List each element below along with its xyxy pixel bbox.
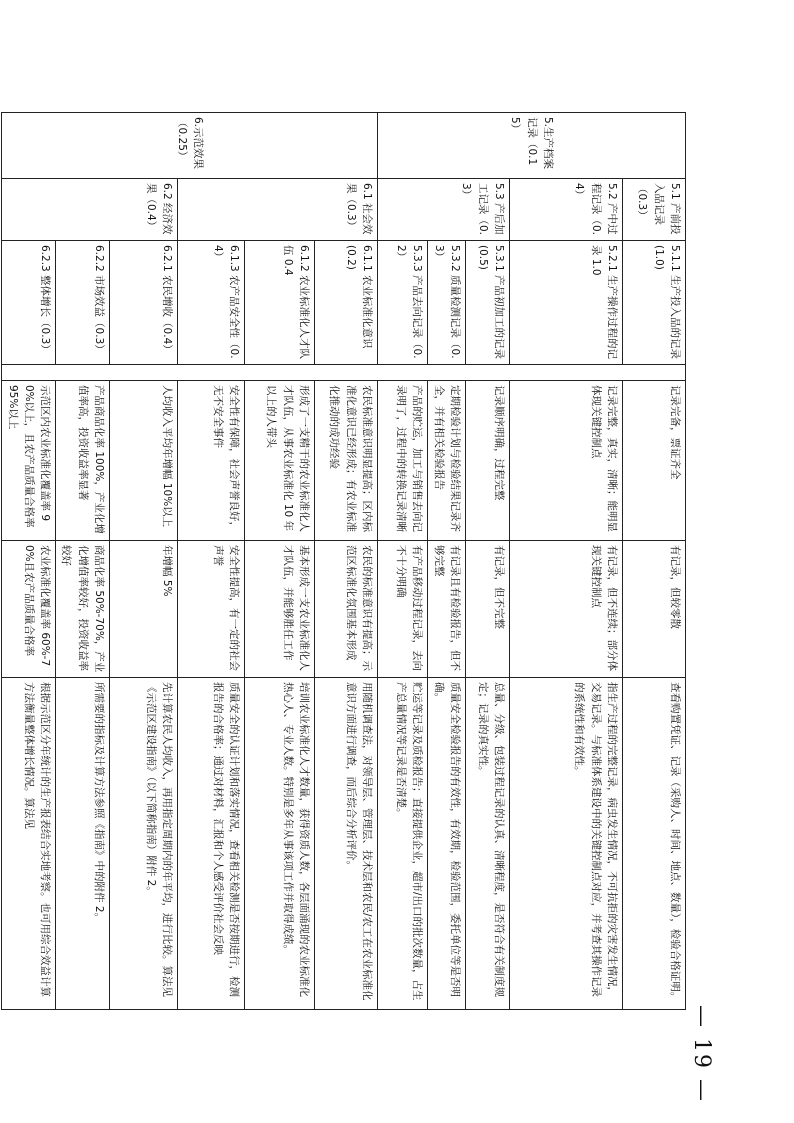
method-cell: 所需要的指标及计算方法参照《指南》中的附件 2。: [56, 678, 110, 1010]
category-cell: 5.生产档案记录（0.15）: [378, 113, 686, 179]
indicator-cell: 5.3.2 质量检测记录（0.3）: [428, 241, 466, 365]
method-cell: 总量、分级、包装过程记录的认真、清晰程度，是否符合有关制度规定；记录的真实性。: [466, 678, 510, 1010]
table-row: [378, 113, 428, 1010]
subcategory-cell: 5.2 产中过程记录（0.4）: [510, 179, 623, 241]
method-cell: 查看购置凭证、记录（采购人、时间、地点、数量），检验合格证明。: [623, 678, 686, 1010]
criterion-cell: 记录顺序明确，过程完整: [466, 381, 510, 541]
method-cell: 指生产过程的完整记录，病虫发生情况，不可抗拒的灾害发生情况，交易记录。与标准体系建设中的关键控制点对应，并考查其操作记录的系统性和有效性。: [510, 678, 623, 1010]
method-cell: 培训农业标准化人才数量，获得资质人数，各层面涌现的农业标准化热心人、专业人数。特别是多年从事该项工作并取得成绩。: [245, 678, 315, 1010]
criterion-cell: 产品的贮运，加工与销售去向记录明了，过程中的转换记录清晰: [378, 381, 428, 541]
indicator-cell: 5.1.1 生产投入品的记录(1.0): [623, 241, 686, 365]
criterion-cell: 安全性有保障，社会声誉良好，无不安全事件: [178, 381, 245, 541]
category-cell: 6.示范效果（0.25）: [2, 113, 378, 179]
criterion-cell: 形成了一支精干的农业标准化人才队伍，从事农业标准化 10 年以上的人带头: [245, 381, 315, 541]
page-number: — 19 —: [689, 1005, 714, 1103]
method-cell: 质量安全的认证计划和落实情况，查看相关检测是否按期进行，检测报告的合格率；通过对材料，汇报和个人感受评价社会反映: [178, 678, 245, 1010]
method-cell: 质量安全检验报告的有效性，有效期，检验范围，委托单位等是否明确。: [428, 678, 466, 1010]
criterion-cell: 产品商品化率 100%，产业化增值率高，投资收益率显著: [56, 381, 110, 541]
criterion-cell: 记录完备，票证齐全: [623, 381, 686, 541]
evaluation-table: [1, 112, 686, 1010]
criterion-cell: 记录完整，真实，清晰；能明显体现关键控制点: [510, 381, 623, 541]
table-row: [110, 113, 178, 1010]
criterion-cell: 示范区内农业标准化覆盖率 90%以上，且农产品质量合格率 95%以上: [2, 381, 56, 541]
criterion-cell: 农民标准意识明显提高；区内标准化意识已经形成；有农业标准化推动的成功经验: [315, 381, 378, 541]
basic-criterion-cell: 年增幅 5%: [110, 541, 178, 678]
subcategory-cell: 6.1 社会效果（0.3）: [178, 179, 378, 241]
basic-criterion-cell: 农业标准化覆盖率 60%-70%且农产品质量合格率: [2, 541, 56, 678]
basic-criterion-cell: 有产品移动过程记录，去向不十分明确: [378, 541, 428, 678]
indicator-cell: 6.2.1 农民增收（0.4）: [110, 241, 178, 365]
subcategory-cell: 5.3 产后加工记录（0.3）: [378, 179, 510, 241]
table-row: [315, 113, 378, 1010]
table-row: [623, 113, 686, 1010]
indicator-cell: 6.2.3 整体增长（0.3）: [2, 241, 56, 365]
table-row: [2, 113, 56, 1010]
table-row: [428, 113, 466, 1010]
basic-criterion-cell: 有记录，但不连续；部分体现关键控制点: [510, 541, 623, 678]
subcategory-cell: 6.2 经济效果（0.4）: [2, 179, 178, 241]
method-cell: 贮运等记录及质检报告；直接提供企业，超市/出口的批次数量，占生产总量情况等记录是否清楚。: [378, 678, 428, 1010]
basic-criterion-cell: 安全性提高，有一定的社会声誉: [178, 541, 245, 678]
table-row: [56, 113, 110, 1010]
indicator-cell: 5.2.1 生产操作过程的记录 1.0: [510, 241, 623, 365]
basic-criterion-cell: 基本形成一支农业标准化人才队伍，并能够胜任工作: [245, 541, 315, 678]
basic-criterion-cell: 农民的标准意识有提高；示范区标准化氛围基本形成: [315, 541, 378, 678]
method-cell: 用随机调查法，对领导层、管理层、技术层和农民/农工在农业标准化意识方面进行调查，而后综合分析评价。: [315, 678, 378, 1010]
table-row: [510, 113, 623, 1010]
indicator-cell: 6.2.2 市场效益（0.3）: [56, 241, 110, 365]
basic-criterion-cell: 商品化率 50%-70%，产业化增值率较好，投资收益率较好: [56, 541, 110, 678]
indicator-cell: 5.3.1 产品初加工的记录(0.5): [466, 241, 510, 365]
table-row: [245, 113, 315, 1010]
table-row: [466, 113, 510, 1010]
criterion-cell: 定期检验计划与检验结果记录齐全，并有相关检验报告: [428, 381, 466, 541]
indicator-cell: 6.1.2 农业标准化人才队伍 0.4: [245, 241, 315, 365]
indicator-cell: 6.1.1 农业标准化意识(0.2): [315, 241, 378, 365]
basic-criterion-cell: 有记录，但较零散: [623, 541, 686, 678]
table-row: [178, 113, 245, 1010]
basic-criterion-cell: 有记录，但不完整: [466, 541, 510, 678]
basic-criterion-cell: 有记录且有检验报告，但不够完整: [428, 541, 466, 678]
blank-cell: [2, 365, 686, 381]
indicator-cell: 6.1.3 农产品安全性（0.4）: [178, 241, 245, 365]
method-cell: 先计算农民人均收入，再用指定周期内的年平均，进行比较。算法见《示范区建设指南》（以下简称指南）附件 2。: [110, 678, 178, 1010]
criterion-cell: 人均收入平均年增幅 10%以上: [110, 381, 178, 541]
indicator-cell: 5.3.3 产品去向记录（0.2）: [378, 241, 428, 365]
subcategory-cell: 5.1 产前投入品记录（0.3）: [623, 179, 686, 241]
method-cell: 根据示范区分年统计的生产报表结合实地考察。也可用综合效益计算方法衡量整体增长情况。算法见: [2, 678, 56, 1010]
